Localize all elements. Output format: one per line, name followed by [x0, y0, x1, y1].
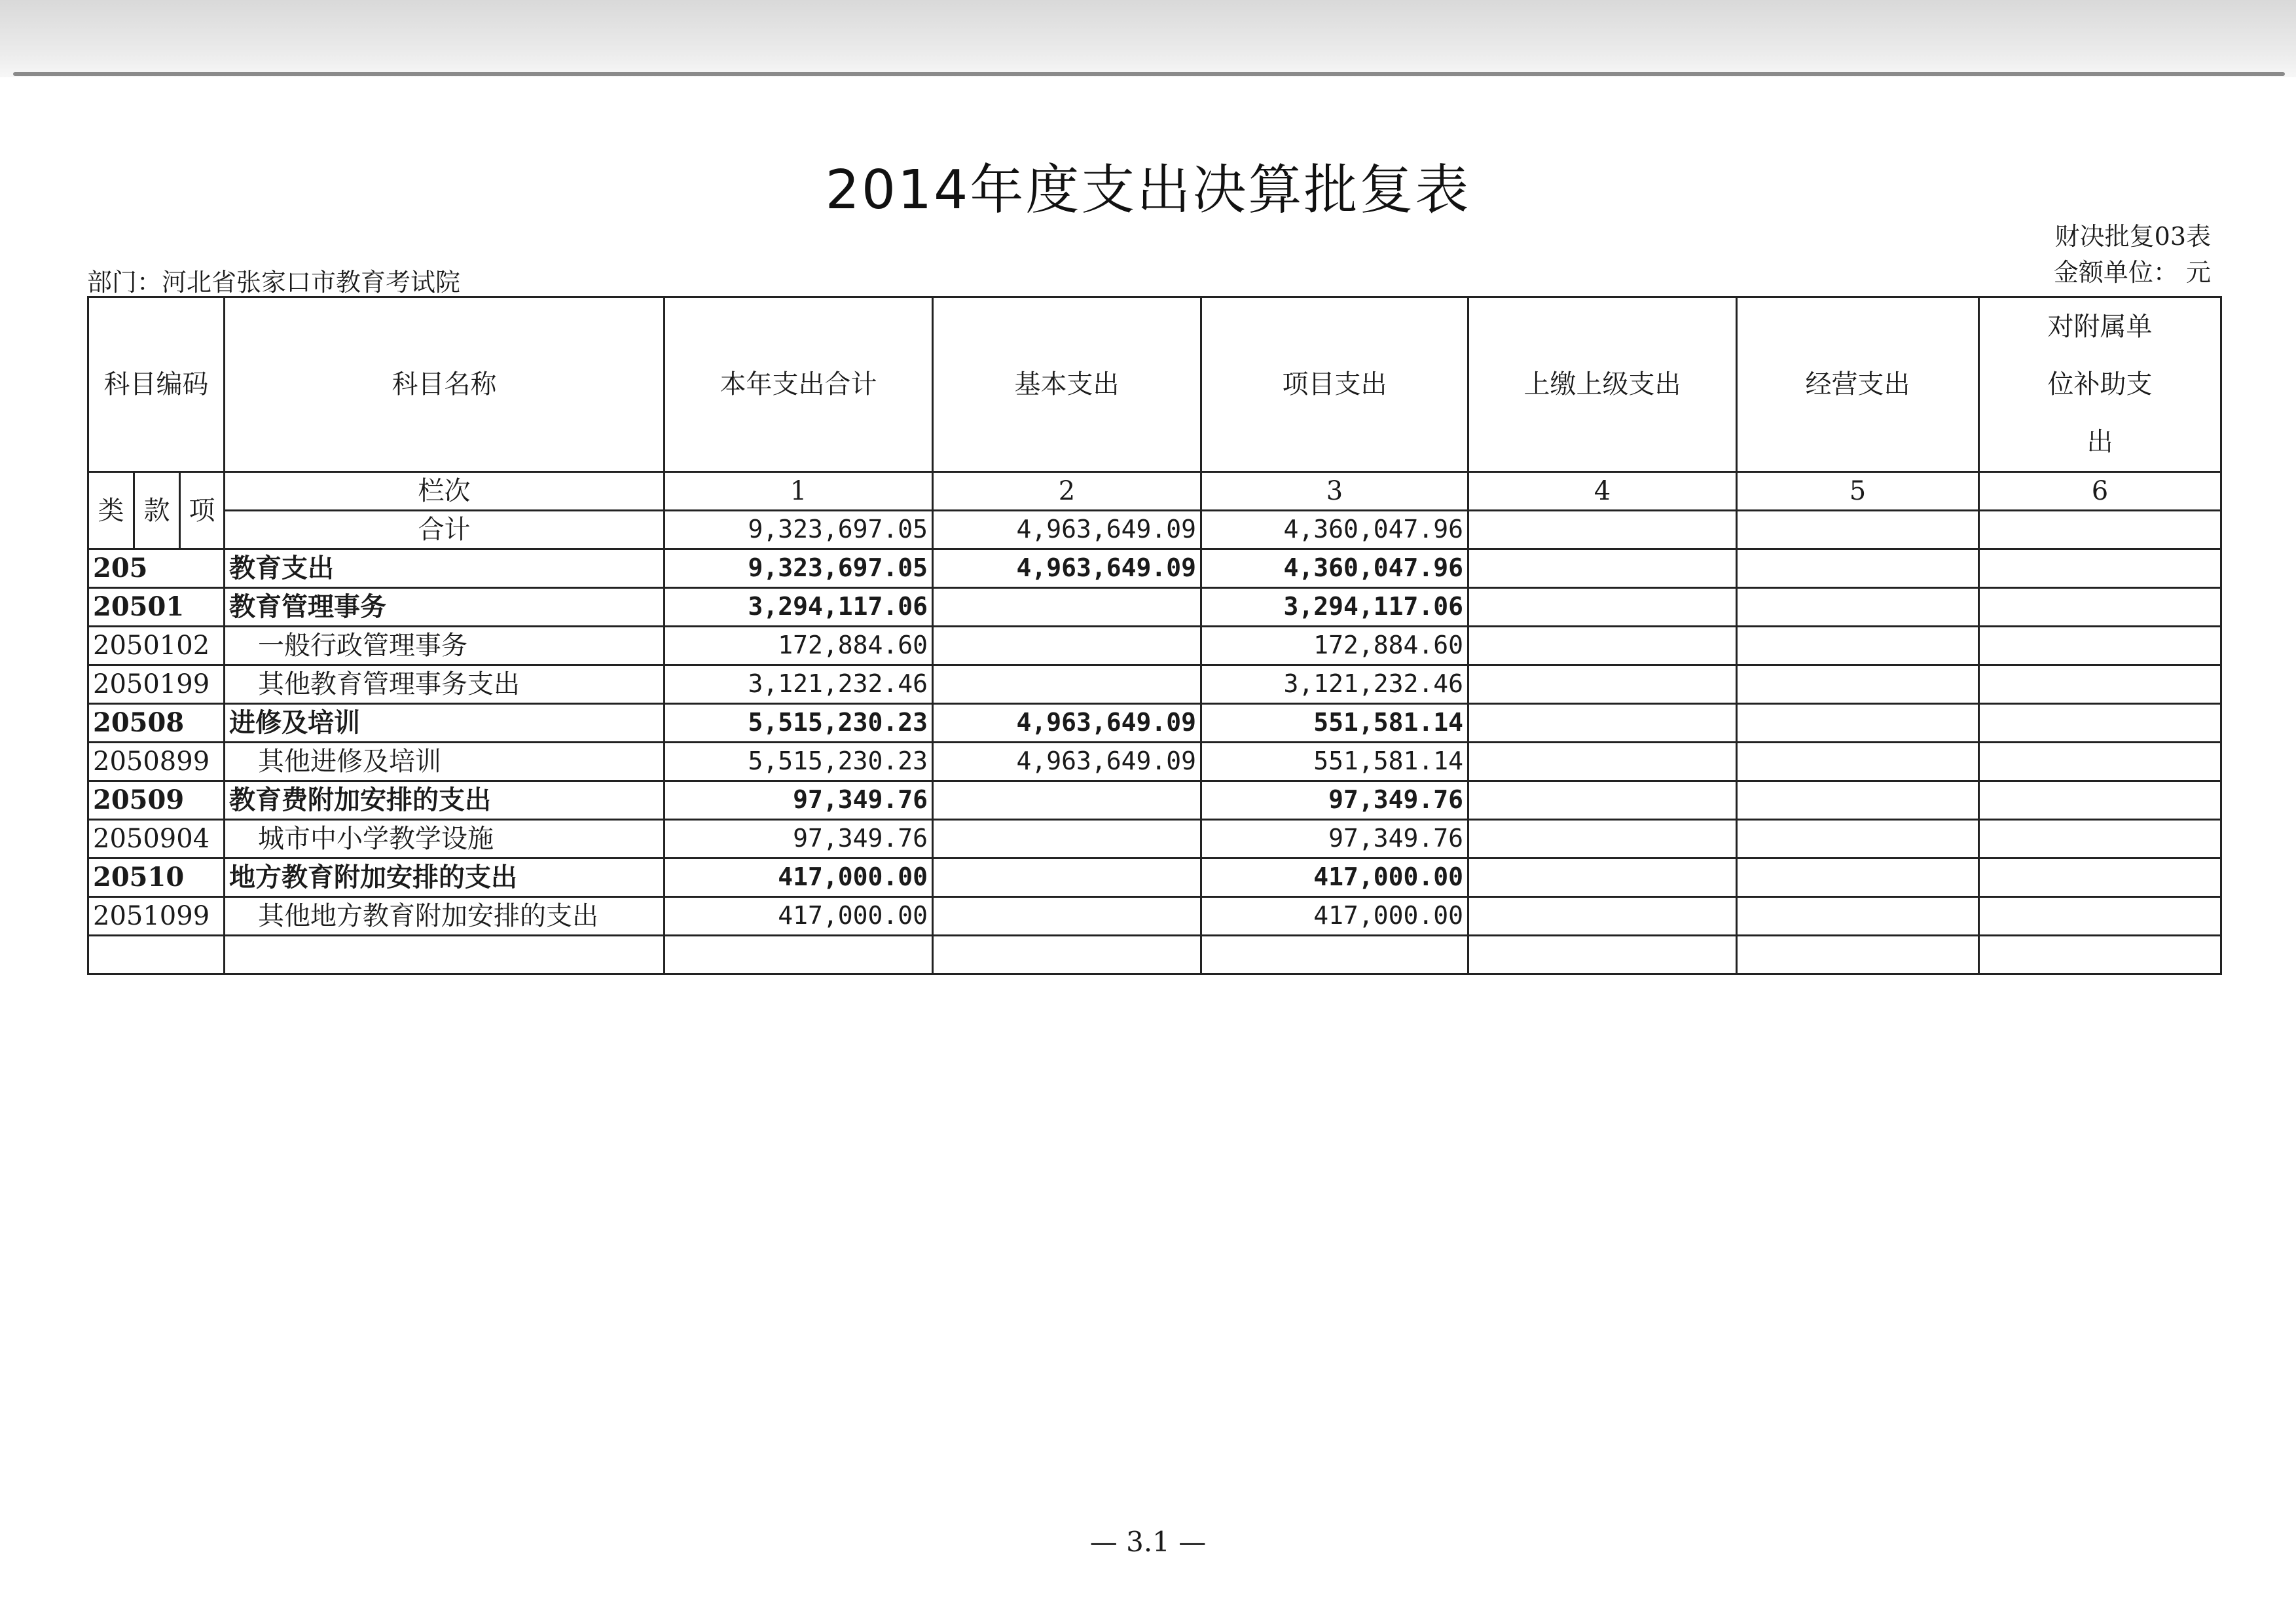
expenditure-table: [87, 296, 2222, 975]
row-basic: 4,963,649.09: [933, 704, 1201, 743]
table-row: [88, 627, 2221, 665]
row-subsidy: [1979, 743, 2221, 781]
header-subsidy: 对附属单位补助支出: [1979, 297, 2221, 472]
row-subsidy: [1979, 627, 2221, 665]
row-project: 417,000.00: [1201, 897, 1468, 936]
row-upper: [1468, 781, 1737, 820]
row-name: 其他进修及培训: [225, 743, 665, 781]
row-basic: 4,963,649.09: [933, 743, 1201, 781]
header-upper: 上缴上级支出: [1468, 297, 1737, 472]
row-project: 3,294,117.06: [1201, 588, 1468, 627]
row-project: 551,581.14: [1201, 704, 1468, 743]
row-upper: [1468, 588, 1737, 627]
header-row: [88, 297, 2221, 472]
lanci-label: 栏次: [225, 472, 665, 511]
totals-label: 合计: [225, 511, 665, 549]
row-project: 97,349.76: [1201, 820, 1468, 858]
row-upper: [1468, 665, 1737, 704]
table-row: [88, 588, 2221, 627]
header-code: 科目编码: [88, 297, 225, 472]
row-basic: [933, 858, 1201, 897]
page-title: 2014年度支出决算批复表: [825, 159, 1471, 221]
sub-header-kuan: 款: [134, 472, 180, 549]
row-upper: [1468, 627, 1737, 665]
scan-fold-line: [13, 72, 2285, 76]
header-name: 科目名称: [225, 297, 665, 472]
empty-cell: [1201, 936, 1468, 974]
row-subsidy: [1979, 704, 2221, 743]
table-row: [88, 743, 2221, 781]
empty-cell: [933, 936, 1201, 974]
row-name: 教育管理事务: [225, 588, 665, 627]
row-business: [1737, 743, 1979, 781]
sub-header-lei: 类: [88, 472, 134, 549]
row-project: 3,121,232.46: [1201, 665, 1468, 704]
totals-business: [1737, 511, 1979, 549]
table-row: [88, 820, 2221, 858]
empty-cell: [1737, 936, 1979, 974]
col-num-5: 5: [1737, 472, 1979, 511]
totals-subsidy: [1979, 511, 2221, 549]
row-code: 2050102: [88, 627, 225, 665]
totals-upper: [1468, 511, 1737, 549]
row-upper: [1468, 743, 1737, 781]
col-num-6: 6: [1979, 472, 2221, 511]
totals-total: 9,323,697.05: [665, 511, 933, 549]
row-code: 2051099: [88, 897, 225, 936]
row-subsidy: [1979, 897, 2221, 936]
table-row: [88, 704, 2221, 743]
header-business: 经营支出: [1737, 297, 1979, 472]
totals-basic: 4,963,649.09: [933, 511, 1201, 549]
scan-top-edge: [0, 0, 2296, 77]
row-total: 97,349.76: [665, 820, 933, 858]
row-name: 城市中小学教学设施: [225, 820, 665, 858]
row-name: 教育费附加安排的支出: [225, 781, 665, 820]
row-subsidy: [1979, 781, 2221, 820]
row-business: [1737, 665, 1979, 704]
form-code: 财决批复03表: [2054, 222, 2211, 251]
totals-project: 4,360,047.96: [1201, 511, 1468, 549]
row-code: 2050904: [88, 820, 225, 858]
row-business: [1737, 781, 1979, 820]
header-total: 本年支出合计: [665, 297, 933, 472]
table-row: [88, 781, 2221, 820]
row-business: [1737, 588, 1979, 627]
row-upper: [1468, 897, 1737, 936]
header-basic: 基本支出: [933, 297, 1201, 472]
row-code: 2050899: [88, 743, 225, 781]
row-total: 9,323,697.05: [665, 549, 933, 588]
row-total: 3,294,117.06: [665, 588, 933, 627]
col-num-2: 2: [933, 472, 1201, 511]
row-upper: [1468, 858, 1737, 897]
row-name: 进修及培训: [225, 704, 665, 743]
row-basic: [933, 665, 1201, 704]
row-business: [1737, 820, 1979, 858]
row-code: 2050199: [88, 665, 225, 704]
row-basic: [933, 781, 1201, 820]
row-name: 其他教育管理事务支出: [225, 665, 665, 704]
table-row: [88, 665, 2221, 704]
table-row: [88, 858, 2221, 897]
department-label: 部门：河北省张家口市教育考试院: [87, 268, 461, 297]
page-number: — 3.1 —: [1089, 1526, 1207, 1558]
empty-cell: [225, 936, 665, 974]
row-name: 地方教育附加安排的支出: [225, 858, 665, 897]
row-upper: [1468, 549, 1737, 588]
row-subsidy: [1979, 820, 2221, 858]
empty-cell: [88, 936, 225, 974]
row-total: 97,349.76: [665, 781, 933, 820]
row-total: 5,515,230.23: [665, 743, 933, 781]
row-basic: [933, 820, 1201, 858]
row-code: 20509: [88, 781, 225, 820]
row-total: 172,884.60: [665, 627, 933, 665]
row-project: 4,360,047.96: [1201, 549, 1468, 588]
empty-cell: [1979, 936, 2221, 974]
row-subsidy: [1979, 549, 2221, 588]
col-num-3: 3: [1201, 472, 1468, 511]
row-basic: [933, 588, 1201, 627]
row-name: 一般行政管理事务: [225, 627, 665, 665]
row-code: 20501: [88, 588, 225, 627]
row-total: 3,121,232.46: [665, 665, 933, 704]
row-business: [1737, 627, 1979, 665]
col-num-1: 1: [665, 472, 933, 511]
table-row: [88, 549, 2221, 588]
col-num-4: 4: [1468, 472, 1737, 511]
row-total: 5,515,230.23: [665, 704, 933, 743]
row-basic: [933, 627, 1201, 665]
row-basic: 4,963,649.09: [933, 549, 1201, 588]
row-code: 205: [88, 549, 225, 588]
header-project: 项目支出: [1201, 297, 1468, 472]
row-project: 97,349.76: [1201, 781, 1468, 820]
row-business: [1737, 704, 1979, 743]
column-number-row: [88, 472, 2221, 511]
row-project: 172,884.60: [1201, 627, 1468, 665]
row-total: 417,000.00: [665, 858, 933, 897]
row-subsidy: [1979, 858, 2221, 897]
row-business: [1737, 858, 1979, 897]
row-name: 教育支出: [225, 549, 665, 588]
empty-cell: [665, 936, 933, 974]
row-subsidy: [1979, 588, 2221, 627]
row-total: 417,000.00: [665, 897, 933, 936]
row-name: 其他地方教育附加安排的支出: [225, 897, 665, 936]
row-subsidy: [1979, 665, 2221, 704]
table-row: [88, 897, 2221, 936]
row-upper: [1468, 820, 1737, 858]
row-business: [1737, 549, 1979, 588]
empty-cell: [1468, 936, 1737, 974]
row-project: 417,000.00: [1201, 858, 1468, 897]
row-code: 20508: [88, 704, 225, 743]
empty-row: [88, 936, 2221, 974]
amount-unit: 金额单位： 元: [2053, 258, 2211, 287]
row-code: 20510: [88, 858, 225, 897]
row-business: [1737, 897, 1979, 936]
row-upper: [1468, 704, 1737, 743]
sub-header-xiang: 项: [180, 472, 225, 549]
row-basic: [933, 897, 1201, 936]
row-project: 551,581.14: [1201, 743, 1468, 781]
totals-row: [88, 511, 2221, 549]
